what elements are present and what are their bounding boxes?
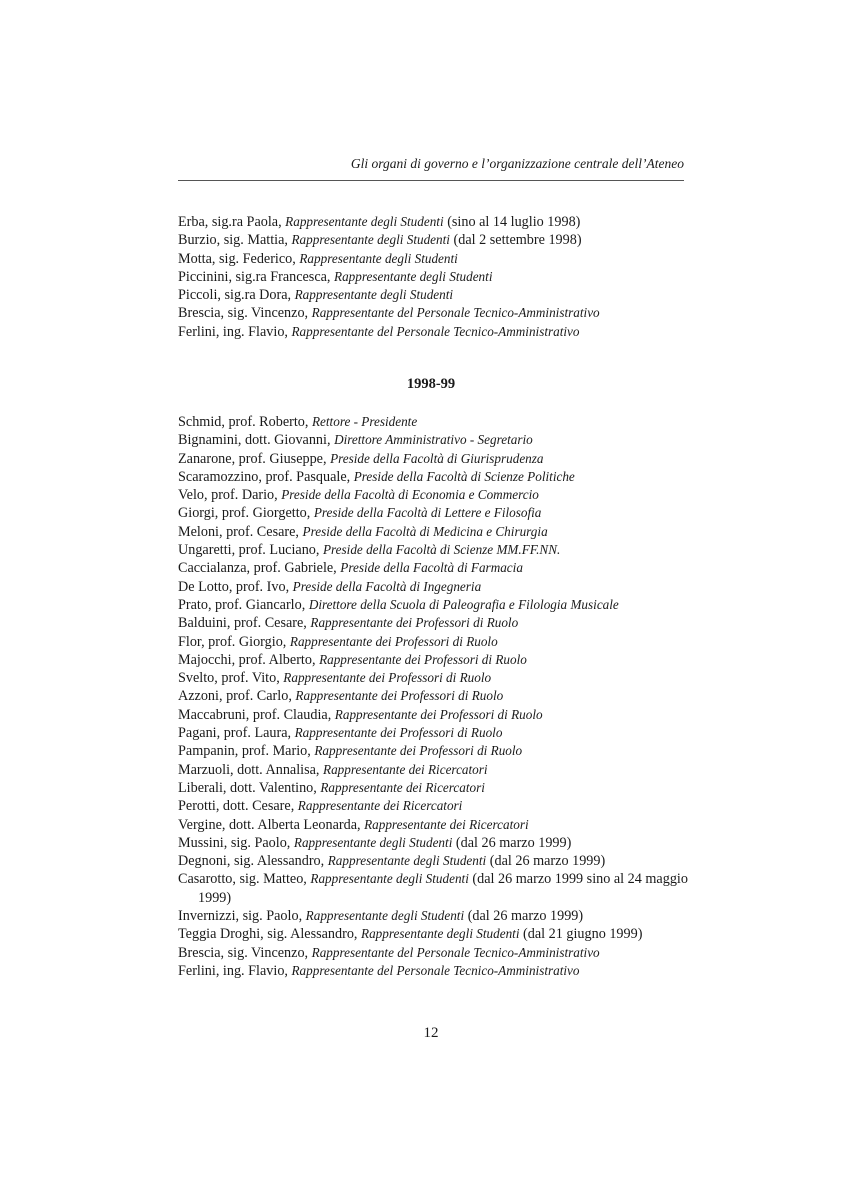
member-name: Bignamini, dott. Giovanni, xyxy=(178,432,335,449)
member-entry xyxy=(178,870,698,907)
member-role: Rappresentante degli Studenti xyxy=(294,287,454,303)
member-name: Caccialanza, prof. Gabriele, xyxy=(178,560,341,577)
member-role: Rappresentante degli Studenti xyxy=(299,250,458,266)
member-entry xyxy=(178,742,698,760)
member-name: Schmid, prof. Roberto, xyxy=(178,414,312,430)
member-list-1997-98 xyxy=(178,213,698,341)
member-entry xyxy=(178,669,698,687)
member-role: Direttore Amministrativo - Segretario xyxy=(334,432,533,448)
member-entry xyxy=(178,687,698,705)
member-entry xyxy=(178,761,698,779)
member-name: Ferlini, ing. Flavio, xyxy=(178,323,292,340)
member-name: Scaramozzino, prof. Pasquale, xyxy=(178,468,354,485)
member-role: Rappresentante degli Studenti xyxy=(327,853,487,869)
member-entry xyxy=(178,450,698,468)
member-role: Rappresentante del Personale Tecnico-Amministrativo xyxy=(311,305,600,321)
member-name: Majocchi, prof. Alberto, xyxy=(178,651,320,668)
member-role: Rappresentante dei Ricercatori xyxy=(297,798,463,814)
member-name: Giorgi, prof. Giorgetto, xyxy=(178,505,314,522)
member-entry xyxy=(178,413,698,431)
member-entry xyxy=(178,834,698,852)
member-name: Balduini, prof. Cesare, xyxy=(178,615,311,632)
member-role: Rappresentante del Personale Tecnico-Amministrativo xyxy=(291,323,580,339)
running-header: Gli organi di governo e l’organizzazione centrale dell’Ateneo xyxy=(350,156,684,171)
member-entry xyxy=(178,523,698,541)
member-name: Ungaretti, prof. Luciano, xyxy=(178,542,323,559)
member-name: Burzio, sig. Mattia, xyxy=(178,232,292,249)
member-entry xyxy=(178,816,698,834)
member-name: Piccinini, sig.ra Francesca, xyxy=(178,268,335,285)
member-entry xyxy=(178,559,698,577)
member-role: Preside della Facoltà di Lettere e Filosofia xyxy=(313,505,542,521)
member-role: Rettore - Presidente xyxy=(311,414,418,429)
member-entry xyxy=(178,231,698,249)
member-name: Pampanin, prof. Mario, xyxy=(178,743,315,760)
member-role: Rappresentante dei Professori di Ruolo xyxy=(295,688,504,704)
member-role: Preside della Facoltà di Economia e Commercio xyxy=(281,487,539,503)
member-role: Preside della Facoltà di Medicina e Chirurgia xyxy=(302,523,548,539)
member-entry xyxy=(178,323,698,341)
member-name: Degnoni, sig. Alessandro, xyxy=(178,853,328,870)
member-note: (dal 26 marzo 1999) xyxy=(464,908,584,925)
member-role: Rappresentante degli Studenti xyxy=(361,926,520,942)
member-name: Perotti, dott. Cesare, xyxy=(178,798,298,815)
member-entry xyxy=(178,944,698,962)
member-role: Preside della Facoltà di Scienze MM.FF.NN. xyxy=(322,542,561,558)
member-entry xyxy=(178,779,698,797)
member-role: Preside della Facoltà di Farmacia xyxy=(340,560,523,576)
member-role: Rappresentante degli Studenti xyxy=(291,232,450,248)
member-name: Brescia, sig. Vincenzo, xyxy=(178,944,312,961)
member-role: Rappresentante del Personale Tecnico-Amministrativo xyxy=(311,944,600,960)
member-name: Maccabruni, prof. Claudia, xyxy=(178,706,335,723)
member-entry xyxy=(178,797,698,815)
member-role: Rappresentante degli Studenti xyxy=(334,268,493,284)
member-entry xyxy=(178,852,698,870)
member-entry xyxy=(178,250,698,268)
member-name: Piccoli, sig.ra Dora, xyxy=(178,287,295,304)
member-note: (dal 26 marzo 1999) xyxy=(486,853,606,870)
member-name: Svelto, prof. Vito, xyxy=(178,670,284,687)
member-entry xyxy=(178,907,698,925)
member-entry xyxy=(178,633,698,651)
member-role: Preside della Facoltà di Ingegneria xyxy=(292,578,482,594)
member-role: Rappresentante dei Ricercatori xyxy=(323,761,488,777)
member-role: Rappresentante dei Professori di Ruolo xyxy=(294,725,503,741)
member-note: (sino al 14 luglio 1998) xyxy=(443,214,581,230)
member-role: Rappresentante dei Professori di Ruolo xyxy=(289,633,498,649)
member-role: Rappresentante degli Studenti xyxy=(310,871,469,887)
member-role: Rappresentante dei Professori di Ruolo xyxy=(319,651,527,667)
member-entry xyxy=(178,304,698,322)
member-role: Direttore della Scuola di Paleografia e Filologia Musicale xyxy=(308,596,619,612)
member-role: Preside della Facoltà di Scienze Politiche xyxy=(353,468,575,484)
member-name: Teggia Droghi, sig. Alessandro, xyxy=(178,926,362,943)
member-entry xyxy=(178,578,698,596)
member-entry xyxy=(178,431,698,449)
member-name: Mussini, sig. Paolo, xyxy=(178,834,294,851)
member-entry xyxy=(178,504,698,522)
member-name: Casarotto, sig. Matteo, xyxy=(178,871,311,888)
member-note: (dal 26 marzo 1999 sino al 24 maggio 1999) xyxy=(198,871,688,906)
member-name: Zanarone, prof. Giuseppe, xyxy=(178,450,331,467)
member-note: (dal 21 giugno 1999) xyxy=(519,926,643,943)
member-name: Vergine, dott. Alberta Leonarda, xyxy=(178,816,365,833)
member-entry xyxy=(178,213,698,231)
member-entry xyxy=(178,925,698,943)
member-name: Brescia, sig. Vincenzo, xyxy=(178,305,312,322)
member-entry xyxy=(178,268,698,286)
member-role: Preside della Facoltà di Giurisprudenza xyxy=(330,450,544,466)
member-entry xyxy=(178,541,698,559)
member-entry xyxy=(178,486,698,504)
member-role: Rappresentante dei Professori di Ruolo xyxy=(283,670,492,686)
member-entry xyxy=(178,724,698,742)
member-role: Rappresentante dei Ricercatori xyxy=(320,779,485,795)
member-note: (dal 2 settembre 1998) xyxy=(449,232,582,249)
member-name: Prato, prof. Giancarlo, xyxy=(178,596,309,613)
member-name: Meloni, prof. Cesare, xyxy=(178,523,303,540)
page-number: 12 xyxy=(423,1025,439,1041)
member-role: Rappresentante dei Professori di Ruolo xyxy=(334,706,543,722)
member-name: Velo, prof. Dario, xyxy=(178,487,282,504)
member-role: Rappresentante dei Ricercatori xyxy=(364,816,529,832)
member-entry xyxy=(178,962,698,980)
member-entry xyxy=(178,286,698,304)
member-name: Pagani, prof. Laura, xyxy=(178,725,295,742)
member-entry xyxy=(178,468,698,486)
member-entry xyxy=(178,706,698,724)
member-role: Rappresentante degli Studenti xyxy=(285,214,444,229)
member-name: Flor, prof. Giorgio, xyxy=(178,633,290,650)
member-role: Rappresentante dei Professori di Ruolo xyxy=(310,615,519,631)
member-entry xyxy=(178,651,698,669)
member-list-1998-99 xyxy=(178,413,698,980)
member-name: Motta, sig. Federico, xyxy=(178,250,300,267)
member-role: Rappresentante degli Studenti xyxy=(293,834,453,850)
member-role: Rappresentante del Personale Tecnico-Amministrativo xyxy=(291,962,580,978)
member-name: De Lotto, prof. Ivo, xyxy=(178,578,293,595)
member-entry xyxy=(178,596,698,614)
header-divider xyxy=(178,180,684,181)
member-role: Rappresentante degli Studenti xyxy=(305,908,465,924)
member-name: Liberali, dott. Valentino, xyxy=(178,779,321,796)
member-note: (dal 26 marzo 1999) xyxy=(452,834,572,851)
section-heading: 1998-99 xyxy=(406,376,456,392)
member-name: Azzoni, prof. Carlo, xyxy=(178,688,296,705)
member-name: Ferlini, ing. Flavio, xyxy=(178,962,292,979)
member-role: Rappresentante dei Professori di Ruolo xyxy=(314,743,523,759)
member-name: Invernizzi, sig. Paolo, xyxy=(178,908,306,925)
member-name: Marzuoli, dott. Annalisa, xyxy=(178,761,324,778)
member-name: Erba, sig.ra Paola, xyxy=(178,214,286,230)
member-entry xyxy=(178,614,698,632)
